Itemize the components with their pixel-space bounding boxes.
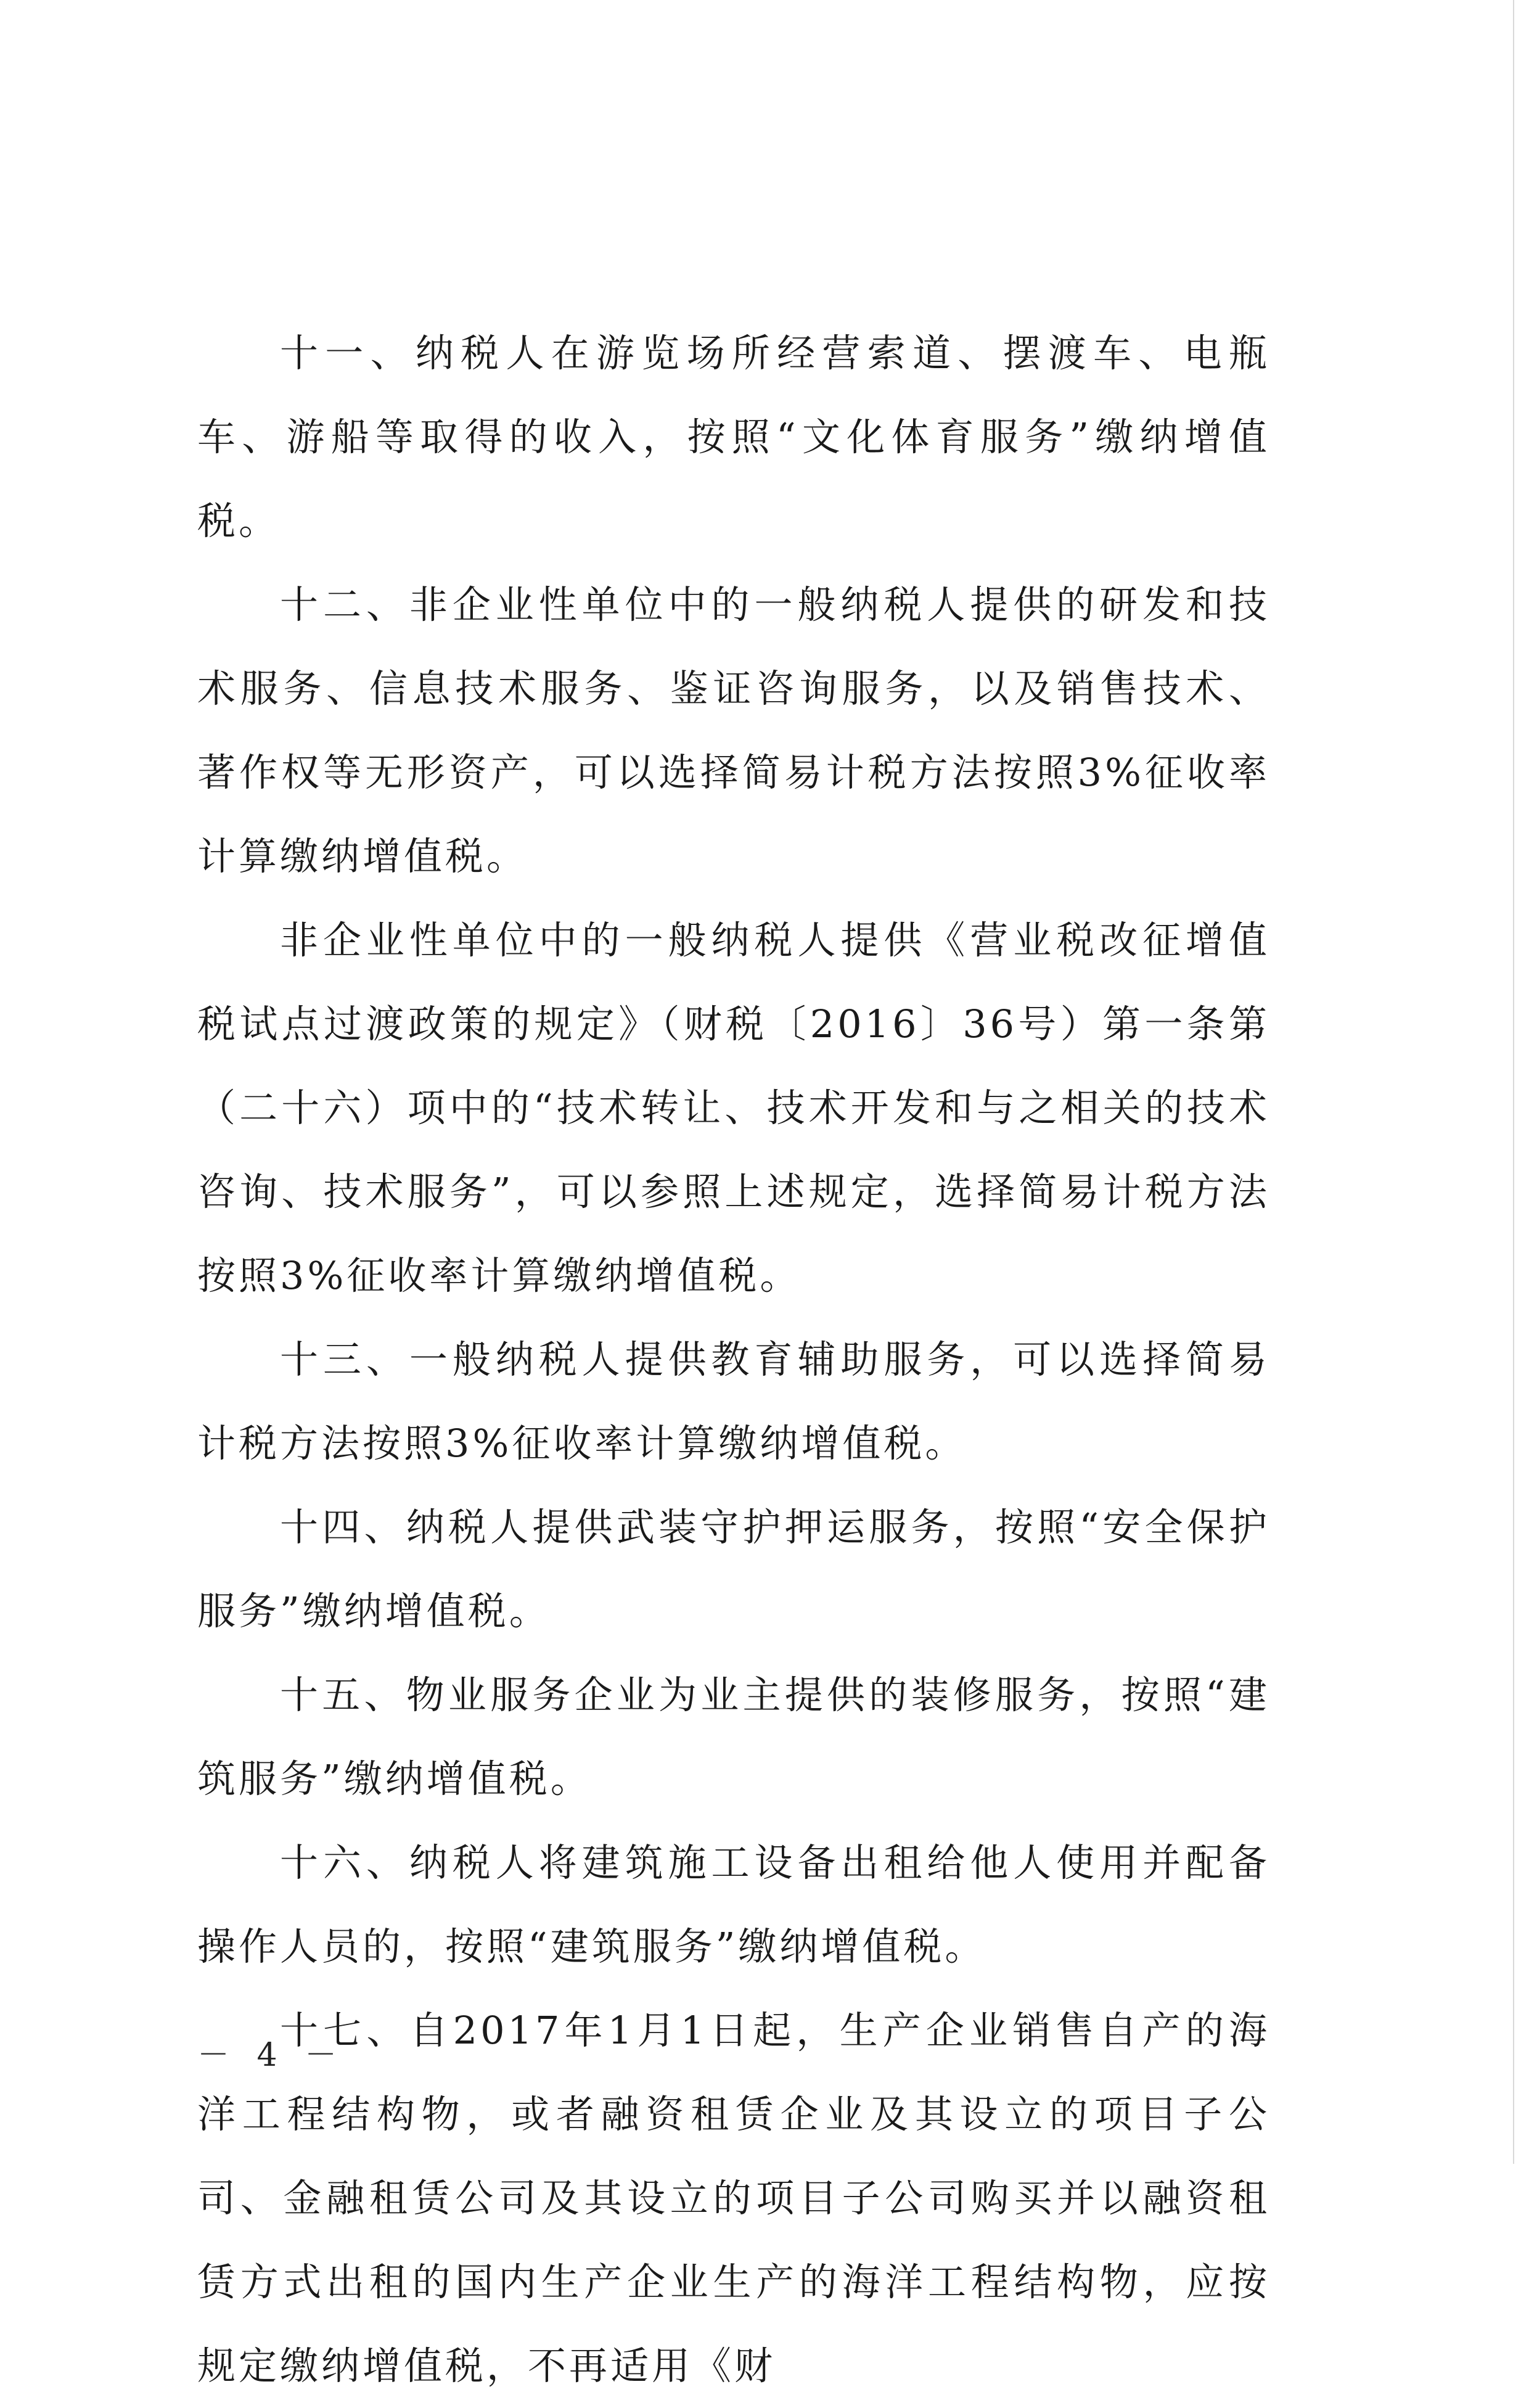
paragraph-item-15: 十五、物业服务企业为业主提供的装修服务，按照“建筑服务”缴纳增值税。 <box>197 1672 1270 1801</box>
document-body <box>197 311 1270 2408</box>
page-number: － 4 － <box>197 2037 346 2074</box>
paragraph-item-14: 十四、纳税人提供武装守护押运服务，按照“安全保护服务”缴纳增值税。 <box>197 1505 1270 1633</box>
paragraph-item-12-continued: 非企业性单位中的一般纳税人提供《营业税改征增值税试点过渡政策的规定》（财税〔2016〕36号）第一条第（二十六）项中的“技术转让、技术开发和与之相关的技术咨询、技术服务”，可以参照上述规定，选择简易计税方法按照3%征收率计算缴纳增值税。 <box>197 918 1270 1298</box>
paragraph-item-11: 十一、纳税人在游览场所经营索道、摆渡车、电瓶车、游船等取得的收入，按照“文化体育服务”缴纳增值税。 <box>197 331 1270 543</box>
paragraph-item-17: 十七、自2017年1月1日起，生产企业销售自产的海洋工程结构物，或者融资租赁企业及其设立的项目子公司、金融租赁公司及其设立的项目子公司购买并以融资租赁方式出租的国内生产企业生产的海洋工程结构物，应按规定缴纳增值税，不再适用《财 <box>197 2008 1270 2388</box>
scan-edge-line <box>1513 0 1514 2164</box>
paragraph-item-12: 十二、非企业性单位中的一般纳税人提供的研发和技术服务、信息技术服务、鉴证咨询服务，以及销售技术、著作权等无形资产，可以选择简易计税方法按照3%征收率计算缴纳增值税。 <box>197 582 1270 879</box>
paragraph-item-13: 十三、一般纳税人提供教育辅助服务，可以选择简易计税方法按照3%征收率计算缴纳增值税。 <box>197 1337 1270 1466</box>
paragraph-item-16: 十六、纳税人将建筑施工设备出租给他人使用并配备操作人员的，按照“建筑服务”缴纳增值税。 <box>197 1840 1270 1969</box>
